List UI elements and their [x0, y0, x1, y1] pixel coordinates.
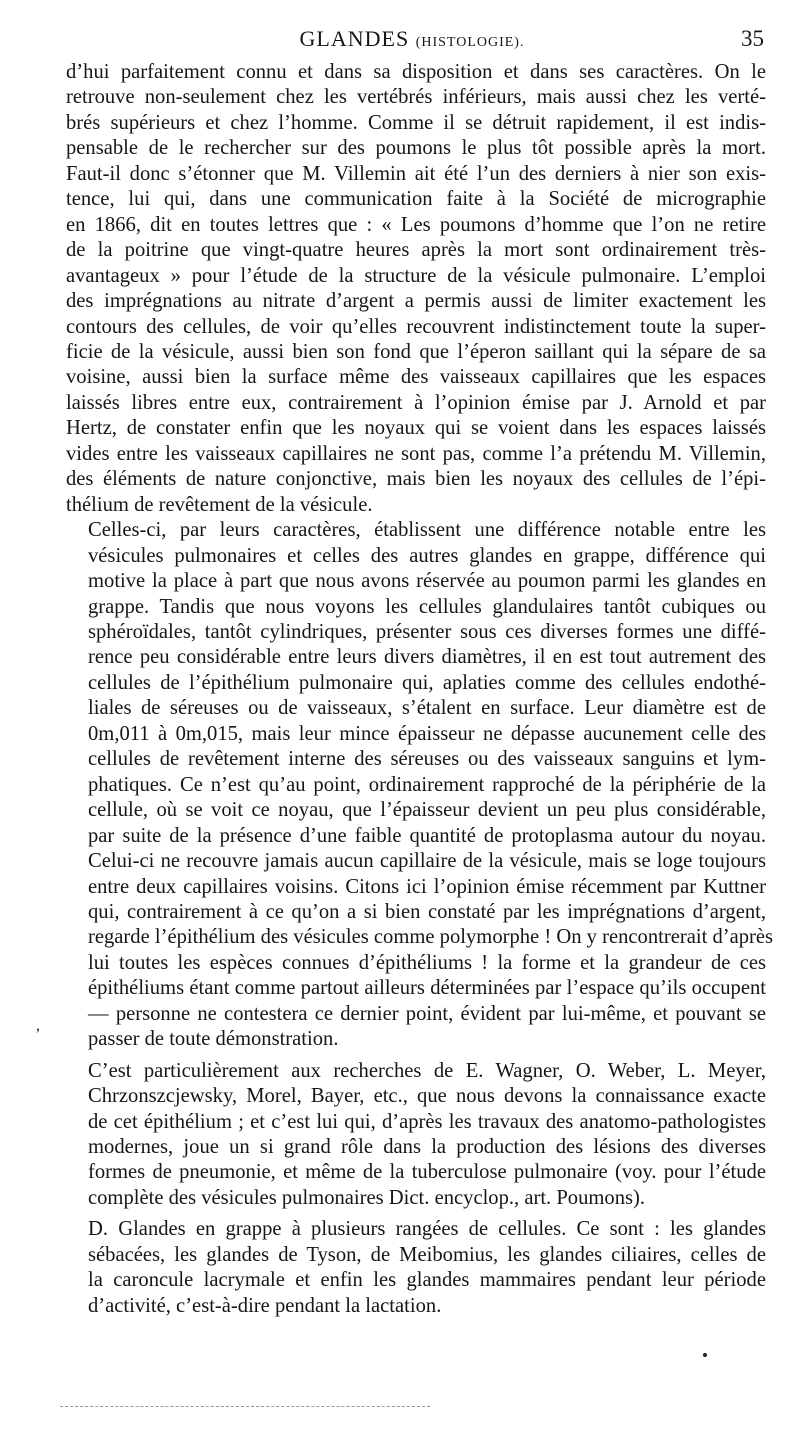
text-line: d’hui parfaitement connu et dans sa disposition et dans ses caractères. On le	[66, 61, 766, 83]
text-line: vides entre les vaisseaux capillaires ne sont pas, comme l’a prétendu M. Villemin,	[66, 442, 766, 465]
page-title-main: GLANDES	[299, 26, 410, 51]
text-line: — personne ne contestera ce dernier point, évident par lui-même, et pouvant se	[88, 1002, 766, 1025]
text-line: cellules de l’épithélium pulmonaire qui, aplaties comme des cellules endothé-	[88, 671, 766, 694]
running-head	[60, 26, 764, 56]
text-line: ficie de la vésicule, aussi bien son fond que l’éperon saillant qui la sépare de sa	[66, 340, 766, 363]
text-line: Chrzonszcjewsky, Morel, Bayer, etc., que nous devons la connaissance exacte	[88, 1085, 766, 1108]
text-line: entre deux capillaires voisins. Citons ici l’opinion émise récemment par Kuttner	[88, 875, 766, 898]
text-line: passer de toute démonstration.	[88, 1028, 339, 1051]
text-line: en 1866, dit en toutes lettres que : « Les poumons d’homme que l’on ne retire	[66, 213, 766, 236]
text-line: tence, lui qui, dans une communication faite à la Société de micrographie	[66, 188, 766, 211]
text-line: thélium de revêtement de la vésicule.	[66, 493, 373, 516]
text-line: épithéliums étant comme partout ailleurs déterminées par l’espace qu’ils occupent	[88, 977, 766, 1000]
paragraph	[66, 1059, 766, 1212]
text-line: Faut-il donc s’étonner que M. Villemin ait été l’un des derniers à nier son exis-	[66, 162, 766, 185]
text-line: pensable de le rechercher sur des poumons le plus tôt possible après la mort.	[66, 137, 766, 160]
ink-speck	[703, 1353, 707, 1357]
text-line: des éléments de nature conjonctive, mais bien les noyaux des cellules de l’épi-	[66, 468, 766, 491]
text-line: la caroncule lacrymale et enfin les glandes mammaires pendant leur période	[88, 1269, 766, 1292]
text-line: brés supérieurs et chez l’homme. Comme il se détruit rapidement, il est indis-	[66, 111, 766, 134]
body-text	[66, 60, 774, 1319]
text-line: avantageux » pour l’étude de la structure de la vésicule pulmonaire. L’emploi	[66, 264, 766, 287]
text-line: C’est particulièrement aux recherches de E. Wagner, O. Weber, L. Meyer,	[88, 1059, 766, 1082]
text-line: Celles-ci, par leurs caractères, établissent une différence notable entre les	[88, 519, 766, 542]
text-line: sébacées, les glandes de Tyson, de Meibomius, les glandes ciliaires, celles de	[88, 1243, 766, 1266]
text-line: laissés libres entre eux, contrairement à l’opinion émise par J. Arnold et par	[66, 391, 766, 414]
text-line: sphéroïdales, tantôt cylindriques, présenter sous ces diverses formes une diffé-	[88, 620, 766, 643]
text-line: phatiques. Ce n’est qu’au point, ordinairement rapproché de la périphérie de la	[88, 773, 766, 796]
text-line: regarde l’épithélium des vésicules comme polymorphe ! On y rencontrerait d’après	[88, 926, 774, 949]
text-line: retrouve non-seulement chez les vertébrés inférieurs, mais aussi chez les verté-	[66, 86, 766, 109]
text-line: cellule, où se voit ce noyau, que l’épaisseur devient un peu plus considérable,	[88, 799, 766, 822]
margin-mark: ,	[36, 1017, 40, 1034]
text-line: d’activité, c’est-à-dire pendant la lactation.	[88, 1294, 442, 1317]
text-line: de cet épithélium ; et c’est lui qui, d’après les travaux des anatomo-pathologistes	[88, 1110, 766, 1133]
text-line: complète des vésicules pulmonaires Dict. encyclop., art. Poumons).	[88, 1186, 646, 1209]
footer-rule	[60, 1406, 430, 1407]
text-line: Hertz, de constater enfin que les noyaux qui se voient dans les espaces laissés	[66, 417, 766, 440]
page-title	[60, 26, 764, 52]
text-line: des imprégnations au nitrate d’argent a permis aussi de limiter exactement les	[66, 290, 766, 313]
text-line: rence peu considérable entre leurs divers diamètres, il en est tout autrement des	[88, 646, 766, 669]
text-line: voisine, aussi bien la surface même des vaisseaux capillaires que les espaces	[66, 366, 766, 389]
text-line: 0m,011 à 0m,015, mais leur mince épaisseur ne dépasse aucunement celle des	[88, 722, 766, 745]
text-line: par suite de la présence d’une faible quantité de protoplasma autour du noyau.	[88, 824, 766, 847]
text-line: liales de séreuses ou de vaisseaux, s’étalent en surface. Leur diamètre est de	[88, 697, 766, 720]
text-line: lui toutes les espèces connues d’épithéliums ! la forme et la grandeur de ces	[88, 951, 766, 974]
paragraph	[66, 1217, 766, 1319]
page-title-subtitle: (HISTOLOGIE).	[415, 35, 525, 50]
text-line: vésicules pulmonaires et celles des autres glandes en grappe, différence qui	[88, 544, 766, 567]
text-line: qui, contrairement à ce qu’on a si bien constaté par les imprégnations d’argent,	[88, 900, 766, 923]
text-line: grappe. Tandis que nous voyons les cellules glandulaires tantôt cubiques ou	[88, 595, 766, 618]
text-line: formes de pneumonie, et même de la tuberculose pulmonaire (voy. pour l’étude	[88, 1161, 766, 1184]
text-line: contours des cellules, de voir qu’elles recouvrent indistinctement toute la super-	[66, 315, 766, 338]
text-line: Celui-ci ne recouvre jamais aucun capillaire de la vésicule, mais se loge toujours	[88, 850, 766, 873]
text-line: D. Glandes en grappe à plusieurs rangées de cellules. Ce sont : les glandes	[88, 1218, 766, 1241]
page-number: 35	[741, 26, 764, 51]
paragraph	[66, 518, 774, 1053]
text-line: modernes, joue un si grand rôle dans la production des lésions des diverses	[88, 1136, 766, 1159]
text-line: cellules de revêtement interne des séreuses ou des vaisseaux sanguins et lym-	[88, 748, 766, 771]
paragraph	[66, 60, 766, 518]
text-line: motive la place à part que nous avons réservée au poumon parmi les glandes en	[88, 570, 766, 593]
text-line: de la poitrine que vingt-quatre heures après la mort sont ordinairement très-	[66, 239, 766, 262]
